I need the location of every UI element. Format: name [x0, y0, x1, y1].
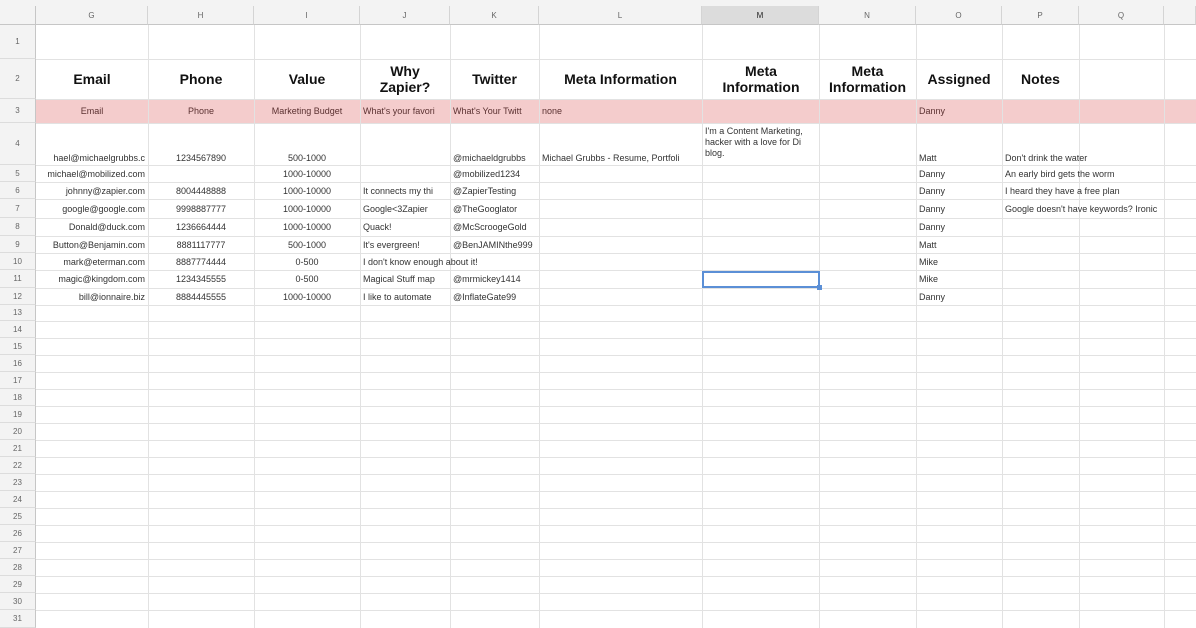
column-header-n[interactable]: N: [819, 6, 916, 25]
cell-assigned[interactable]: Matt: [919, 152, 937, 163]
cell-notes[interactable]: Don't drink the water: [1005, 152, 1088, 163]
column-header-k[interactable]: K: [450, 6, 539, 25]
row-header-10[interactable]: 10: [0, 253, 36, 270]
cell-twitter[interactable]: @TheGooglator: [453, 203, 518, 214]
row-header-9[interactable]: 9: [0, 236, 36, 253]
row-header-16[interactable]: 16: [0, 355, 36, 372]
fill-handle[interactable]: [817, 285, 822, 290]
cell-notes[interactable]: An early bird gets the worm: [1005, 168, 1115, 179]
row-header-26[interactable]: 26: [0, 525, 36, 542]
cell-assigned[interactable]: Danny: [919, 203, 946, 214]
cell-phone[interactable]: [148, 165, 254, 182]
select-all-corner[interactable]: [0, 6, 36, 25]
cell-email[interactable]: hael@michaelgrubbs.c: [53, 152, 145, 163]
cell-email[interactable]: google@google.com: [62, 203, 145, 214]
cell-notes[interactable]: Google doesn't have keywords? Ironic: [1005, 203, 1158, 214]
cell-assigned[interactable]: Danny: [919, 222, 946, 232]
cell-value[interactable]: 1000-10000: [282, 222, 332, 232]
cell-notes[interactable]: I heard they have a free plan: [1005, 185, 1120, 196]
subheader-why[interactable]: What's your favori: [363, 106, 435, 116]
row-header-7[interactable]: 7: [0, 199, 36, 218]
row-header-18[interactable]: 18: [0, 389, 36, 406]
cell-value[interactable]: 1000-10000: [282, 291, 332, 302]
column-header-m[interactable]: M: [702, 6, 819, 25]
header-phone[interactable]: Phone: [179, 71, 223, 87]
cell-value[interactable]: 1000-10000: [282, 203, 332, 214]
header-meta-information-2[interactable]: Meta Information: [722, 63, 800, 95]
cell-twitter[interactable]: @McScroogeGold: [453, 222, 527, 232]
cell-email[interactable]: johnny@zapier.com: [65, 185, 145, 196]
row-header-30[interactable]: 30: [0, 593, 36, 610]
row-header-22[interactable]: 22: [0, 457, 36, 474]
row-header-15[interactable]: 15: [0, 338, 36, 355]
row-header-25[interactable]: 25: [0, 508, 36, 525]
header-why-zapier[interactable]: Why Zapier?: [379, 63, 431, 95]
cell-twitter[interactable]: @ZapierTesting: [453, 185, 517, 196]
cell-why[interactable]: It connects my thi: [363, 185, 434, 196]
row-header-4[interactable]: 4: [0, 123, 36, 165]
cell-value[interactable]: 1000-10000: [282, 185, 332, 196]
row-header-12[interactable]: 12: [0, 288, 36, 305]
cell-phone[interactable]: 8004448888: [175, 185, 227, 196]
column-header-g[interactable]: G: [36, 6, 148, 25]
cell-why[interactable]: I like to automate: [363, 291, 432, 302]
row-header-23[interactable]: 23: [0, 474, 36, 491]
cell-value[interactable]: 0-500: [295, 256, 319, 267]
column-header-r[interactable]: [1164, 6, 1196, 25]
subheader-assigned[interactable]: Danny: [919, 106, 946, 116]
row-header-28[interactable]: 28: [0, 559, 36, 576]
cell-twitter[interactable]: @InflateGate99: [453, 291, 517, 302]
row-header-19[interactable]: 19: [0, 406, 36, 423]
cell-value[interactable]: 1000-10000: [282, 168, 332, 179]
cell-why[interactable]: [360, 165, 450, 182]
cell-assigned[interactable]: Danny: [919, 168, 946, 179]
row-header-20[interactable]: 20: [0, 423, 36, 440]
row-header-29[interactable]: 29: [0, 576, 36, 593]
cell-phone[interactable]: 1234567890: [175, 152, 227, 163]
cell-meta-information[interactable]: Michael Grubbs - Resume, Portfoli: [542, 152, 680, 163]
column-header-i[interactable]: I: [254, 6, 360, 25]
column-header-o[interactable]: O: [916, 6, 1002, 25]
cell-twitter[interactable]: @mrmickey1414: [453, 274, 521, 284]
cell-twitter[interactable]: @mobilized1234: [453, 168, 521, 179]
row-header-2[interactable]: 2: [0, 59, 36, 99]
cell-phone[interactable]: 8881117777: [176, 239, 226, 250]
cell-assigned[interactable]: Danny: [919, 291, 946, 302]
row-header-1[interactable]: 1: [0, 25, 36, 59]
cell-why[interactable]: Magical Stuff map: [363, 274, 435, 284]
row-header-27[interactable]: 27: [0, 542, 36, 559]
row-header-3[interactable]: 3: [0, 99, 36, 123]
cell-phone[interactable]: 8887774444: [175, 256, 227, 267]
cell-meta-description[interactable]: I'm a Content Marketing, hacker with a love for Di blog.: [705, 126, 803, 158]
cell-why[interactable]: Google<3Zapier: [363, 203, 428, 214]
cell-value[interactable]: 500-1000: [287, 152, 327, 163]
header-meta-information-3[interactable]: Meta Information: [829, 63, 906, 95]
cell-phone[interactable]: 1234345555: [175, 274, 227, 284]
cell-value[interactable]: 0-500: [295, 274, 319, 284]
cell-email[interactable]: mark@eterman.com: [63, 256, 145, 267]
row-header-8[interactable]: 8: [0, 218, 36, 236]
cell-email[interactable]: bill@ionnaire.biz: [78, 291, 145, 302]
subheader-phone[interactable]: Phone: [187, 106, 215, 116]
cell-email[interactable]: Button@Benjamin.com: [52, 239, 145, 250]
cell-why[interactable]: Quack!: [363, 222, 392, 232]
row-header-14[interactable]: 14: [0, 321, 36, 338]
row-header-21[interactable]: 21: [0, 440, 36, 457]
cell-assigned[interactable]: Mike: [919, 256, 939, 267]
cell-phone[interactable]: 8884445555: [175, 291, 227, 302]
cell-assigned[interactable]: Mike: [919, 274, 939, 284]
cell-assigned[interactable]: Danny: [919, 185, 946, 196]
cell-assigned[interactable]: Matt: [919, 239, 937, 250]
cell-value[interactable]: 500-1000: [287, 239, 327, 250]
cell-email[interactable]: magic@kingdom.com: [58, 274, 145, 284]
row-header-24[interactable]: 24: [0, 491, 36, 508]
cell-phone[interactable]: 1236664444: [175, 222, 227, 232]
cell-why[interactable]: It's evergreen!: [363, 239, 420, 250]
active-cell-selection[interactable]: [702, 271, 820, 288]
row-header-11[interactable]: 11: [0, 270, 36, 288]
cell-twitter[interactable]: @BenJAMINthe999: [453, 239, 533, 250]
cell-phone[interactable]: 9998887777: [175, 203, 227, 214]
header-meta-information-1[interactable]: Meta Information: [564, 71, 677, 87]
row-header-6[interactable]: 6: [0, 182, 36, 199]
cell-email[interactable]: michael@mobilized.com: [47, 168, 145, 179]
column-header-q[interactable]: Q: [1079, 6, 1164, 25]
header-notes[interactable]: Notes: [1021, 71, 1060, 87]
subheader-value[interactable]: Marketing Budget: [271, 106, 343, 116]
cell-twitter[interactable]: @michaeldgrubbs: [453, 152, 526, 163]
column-header-l[interactable]: L: [539, 6, 702, 25]
row-header-13[interactable]: 13: [0, 305, 36, 321]
header-email[interactable]: Email: [73, 71, 111, 87]
row-header-5[interactable]: 5: [0, 165, 36, 182]
header-twitter[interactable]: Twitter: [472, 71, 517, 87]
column-header-h[interactable]: H: [148, 6, 254, 25]
subheader-email[interactable]: Email: [80, 106, 104, 116]
header-value[interactable]: Value: [288, 71, 326, 87]
subheader-twitter[interactable]: What's Your Twitt: [453, 106, 522, 116]
cell-email[interactable]: Donald@duck.com: [68, 222, 145, 232]
header-assigned[interactable]: Assigned: [927, 71, 991, 87]
subheader-meta[interactable]: none: [542, 106, 563, 116]
row-header-31[interactable]: 31: [0, 610, 36, 628]
column-header-p[interactable]: P: [1002, 6, 1079, 25]
row-header-17[interactable]: 17: [0, 372, 36, 389]
cell-why[interactable]: I don't know enough about it!: [363, 256, 478, 267]
column-header-j[interactable]: J: [360, 6, 450, 25]
